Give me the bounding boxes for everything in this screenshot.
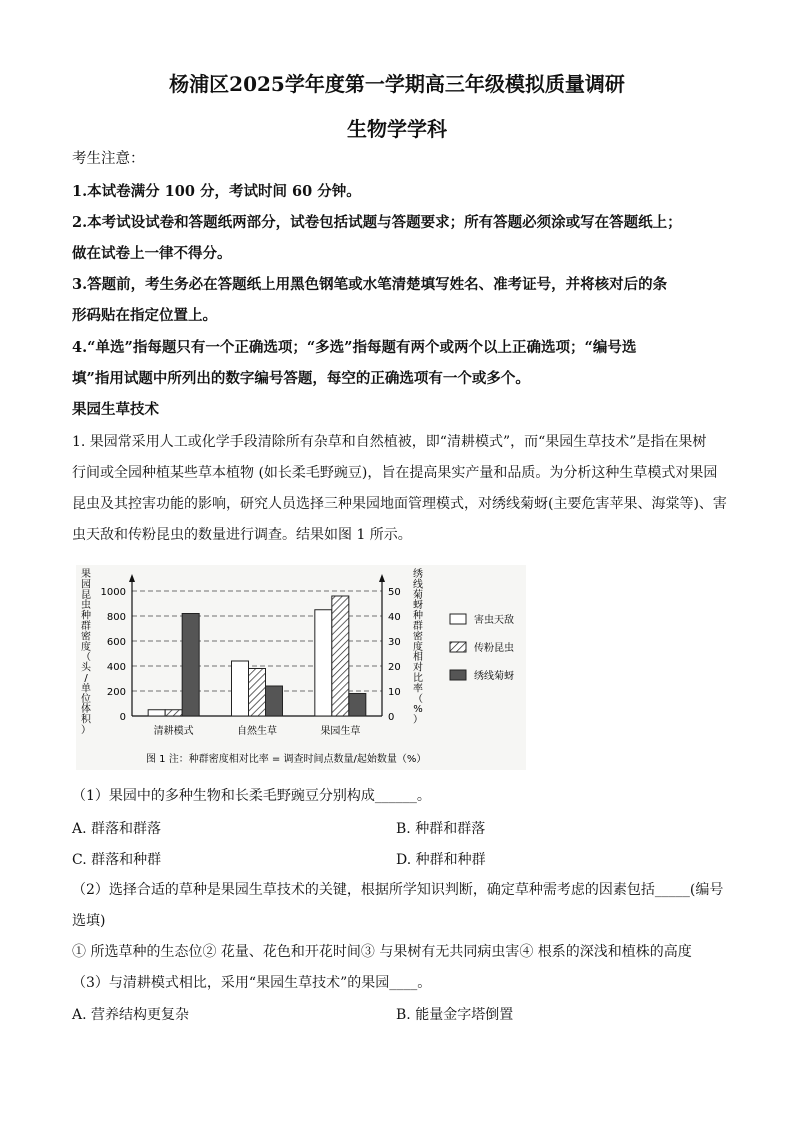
q1-option-b[interactable]: B. 种群和群落 (396, 821, 486, 837)
question-stem-line-3: 昆虫及其控害功能的影响，研究人员选择三种果园地面管理模式，对绣线菊蚜(主要危害苹果、海棠等)、害 (72, 496, 727, 512)
bar-绣线菊蚜-清耕模式 (182, 614, 199, 717)
question-stem-line-4: 虫天敌和传粉昆虫的数量进行调查。结果如图 1 所示。 (72, 527, 412, 543)
q3-option-a[interactable]: A. 营养结构更复杂 (72, 1007, 190, 1023)
bar-传粉昆虫-自然生草 (249, 669, 266, 717)
left-axis-title: 果园昆虫种群密度（头/单位体积） (81, 569, 91, 736)
q1-option-d[interactable]: D. 种群和种群 (396, 852, 486, 868)
legend-label: 绣线菊蚜 (474, 671, 514, 682)
bar-害虫天敌-自然生草 (232, 661, 249, 716)
right-axis-arrow (379, 574, 385, 582)
left-axis-arrow (129, 574, 135, 582)
bar-害虫天敌-清耕模式 (148, 710, 165, 716)
question-stem-line-1: 1. 果园常采用人工或化学手段清除所有杂草和自然植被，即“清耕模式”，而“果园生草技术”是指在果树 (72, 434, 707, 450)
right-tick-label: 0 (388, 712, 395, 723)
exam-title: 杨浦区2025学年度第一学期高三年级模拟质量调研 (169, 72, 625, 96)
section-title: 果园生草技术 (72, 401, 159, 418)
notice-item-3-line-2: 形码贴在指定位置上。 (72, 307, 217, 324)
bar-绣线菊蚜-自然生草 (266, 686, 283, 716)
bar-传粉昆虫-果园生草 (332, 596, 349, 716)
legend-swatch (450, 642, 466, 652)
notice-heading: 考生注意： (72, 151, 145, 167)
right-tick-label: 40 (388, 612, 401, 623)
notice-item-1: 1.本试卷满分 100 分，考试时间 60 分钟。 (72, 183, 361, 200)
legend-label: 害虫天敌 (474, 615, 514, 626)
figure-1 (76, 565, 526, 770)
category-label: 清耕模式 (153, 726, 194, 737)
right-tick-label: 10 (388, 687, 401, 698)
q3-text: （3）与清耕模式相比，采用“果园生草技术”的果园____。 (72, 975, 432, 991)
notice-item-2-line-2: 做在试卷上一律不得分。 (72, 245, 232, 262)
right-axis-title: 绣线菊蚜种群密度相对比率（%） (413, 569, 423, 726)
right-tick-label: 30 (388, 637, 401, 648)
legend-label: 传粉昆虫 (474, 643, 514, 654)
left-tick-label: 800 (106, 612, 126, 623)
bar-害虫天敌-果园生草 (315, 610, 332, 716)
bar-绣线菊蚜-果园生草 (349, 694, 366, 717)
q3-option-b[interactable]: B. 能量金字塔倒置 (396, 1007, 514, 1023)
category-label: 自然生草 (237, 726, 277, 737)
bar-chart (76, 565, 526, 770)
notice-item-3-line-1: 3.答题前，考生务必在答题纸上用黑色钢笔或水笔清楚填写姓名、准考证号，并将核对后的条 (72, 276, 668, 293)
subject-title: 生物学学科 (347, 117, 447, 141)
legend-swatch (450, 670, 466, 680)
left-tick-label: 0 (119, 712, 126, 723)
notice-item-4-line-1: 4.“单选”指每题只有一个正确选项；“多选”指每题有两个或两个以上正确选项；“编号选 (72, 339, 637, 356)
right-tick-label: 20 (388, 662, 401, 673)
q1-option-a[interactable]: A. 群落和群落 (72, 821, 162, 837)
left-tick-label: 1000 (100, 587, 126, 598)
q2-choices: ① 所选草种的生态位② 花量、花色和开花时间③ 与果树有无共同病虫害④ 根系的深浅和植株的高度 (72, 944, 692, 960)
q2-text-line-1: （2）选择合适的草种是果园生草技术的关键，根据所学知识判断，确定草种需考虑的因素包括_____(编号 (72, 882, 724, 898)
notice-item-4-line-2: 填”指用试题中所列出的数字编号答题，每空的正确选项有一个或多个。 (72, 370, 530, 387)
question-stem-line-2: 行间或全园种植某些草本植物 (如长柔毛野豌豆)，旨在提高果实产量和品质。为分析这种生草模式对果园 (72, 465, 718, 481)
q1-text: （1）果园中的多种生物和长柔毛野豌豆分别构成______。 (72, 788, 431, 804)
q1-option-c[interactable]: C. 群落和种群 (72, 852, 162, 868)
left-tick-label: 200 (106, 687, 126, 698)
figure-caption: 图 1 注：种群密度相对比率 = 调查时间点数量/起始数量（%） (146, 754, 427, 765)
right-tick-label: 50 (388, 587, 401, 598)
left-tick-label: 400 (106, 662, 126, 673)
legend-swatch (450, 614, 466, 624)
left-tick-label: 600 (106, 637, 126, 648)
q2-text-line-2: 选填) (72, 913, 106, 929)
category-label: 果园生草 (320, 726, 361, 737)
bar-传粉昆虫-清耕模式 (165, 710, 182, 716)
notice-item-2-line-1: 2.本考试设试卷和答题纸两部分，试卷包括试题与答题要求；所有答题必须涂或写在答题纸上； (72, 214, 682, 231)
